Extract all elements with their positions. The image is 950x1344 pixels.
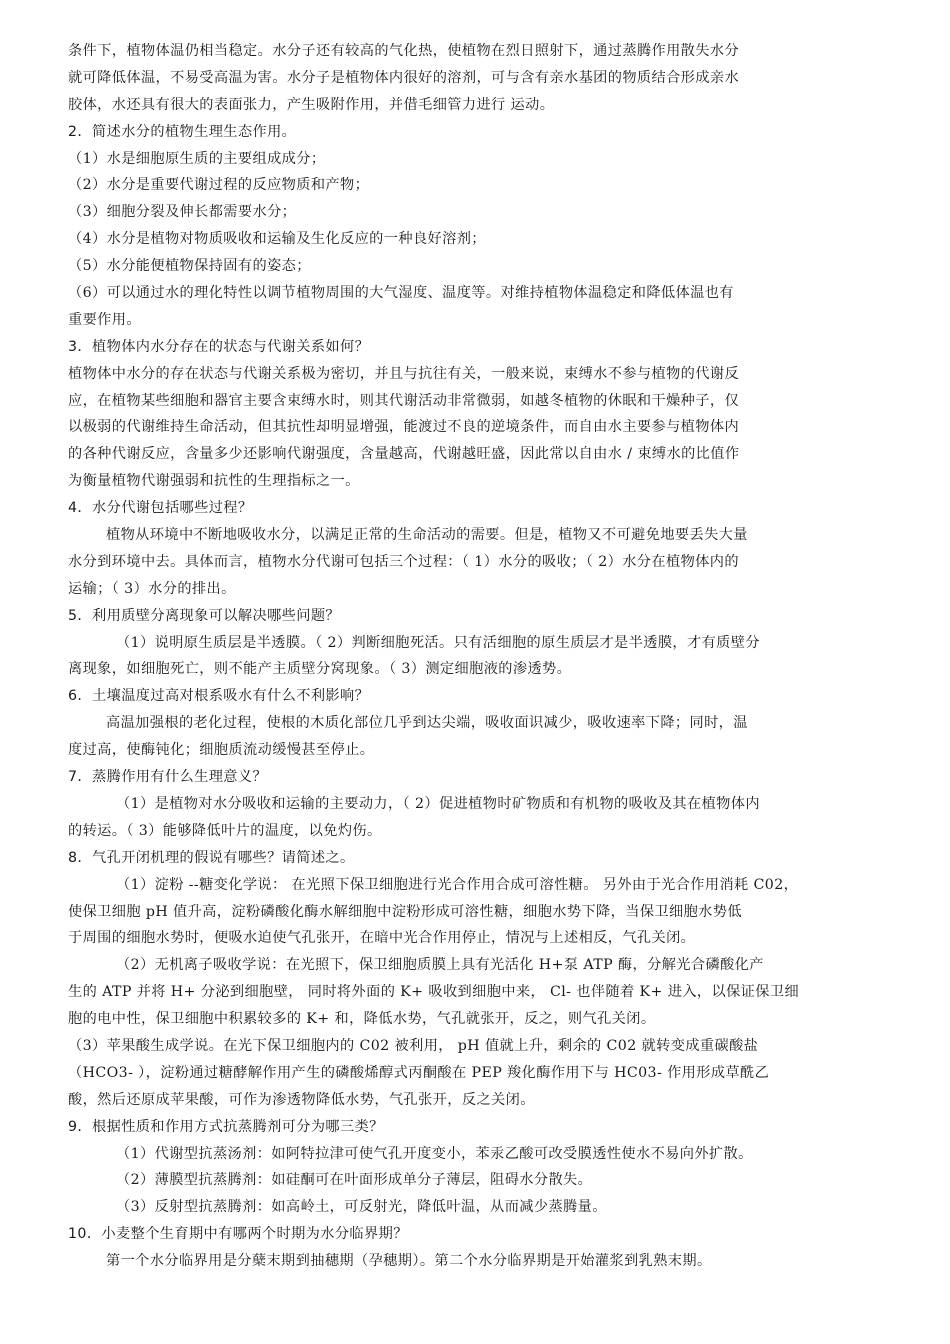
question-heading: 3．植物体内水分存在的状态与代谢关系如何？ bbox=[68, 338, 370, 355]
text-line: 胶体，水还具有很大的表面张力，产生吸附作用，并借毛细管力进行 运动。 bbox=[68, 96, 555, 113]
text-line: 生的 ATP 并将 H+ 分泌到细胞壁， 同时将外面的 K+ 吸收到细胞中来， Cl- 也伴随着 K+ 进入，以保证保卫细 bbox=[68, 984, 800, 1001]
text-line: （1）淀粉 --糖变化学说： 在光照下保卫细胞进行光合作用合成可溶性糖。 另外由于光合作用消耗 C02， bbox=[116, 876, 799, 893]
text-line: （2）无机离子吸收学说：在光照下，保卫细胞质膜上具有光活化 H+泵 ATP 酶，分解光合磷酸化产 bbox=[116, 957, 764, 974]
text-line: 植物从环境中不断地吸收水分，以满足正常的生命活动的需要。但是，植物又不可避免地要丢失大量 bbox=[106, 527, 748, 544]
document-page bbox=[68, 38, 898, 1275]
question-heading: 2．简述水分的植物生理生态作用。 bbox=[68, 123, 297, 140]
question-heading: 8．气孔开闭机理的假说有哪些？请简述之。 bbox=[68, 849, 355, 866]
text-line: 度过高，使酶钝化；细胞质流动缓慢甚至停止。 bbox=[68, 742, 375, 759]
text-line: 使保卫细胞 pH 值升高，淀粉磷酸化酶水解细胞中淀粉形成可溶性糖，细胞水势下降，当保卫细胞水势低 bbox=[68, 903, 742, 920]
text-line: （2）薄膜型抗蒸腾剂：如硅酮可在叶面形成单分子薄层，阻碍水分散失。 bbox=[116, 1172, 593, 1189]
text-line: 的转运。（ 3）能够降低叶片的温度，以免灼伤。 bbox=[68, 822, 382, 839]
text-line: 水分到环境中去。具体而言，植物水分代谢可包括三个过程：（ 1）水分的吸收；（ 2）水分在植物体内的 bbox=[68, 553, 739, 570]
question-heading: 9．根据性质和作用方式抗蒸腾剂可分为哪三类？ bbox=[68, 1118, 384, 1135]
text-line: 应，在植物某些细胞和器官主要含束缚水时，则其代谢活动非常微弱，如越冬植物的休眠和干燥种子，仅 bbox=[68, 392, 740, 409]
question-heading: 7．蒸腾作用有什么生理意义？ bbox=[68, 769, 268, 786]
text-line: 高温加强根的老化过程，使根的木质化部位几乎到达尖端，吸收面识减少，吸收速率下降；同时，温 bbox=[106, 715, 748, 732]
text-line: （5）水分能便植物保持固有的姿态； bbox=[68, 258, 311, 275]
question-heading: 4．水分代谢包括哪些过程？ bbox=[68, 500, 253, 517]
text-line: （1）水是细胞原生质的主要组成成分； bbox=[68, 150, 326, 167]
text-line: 于周围的细胞水势时，便吸水迫使气孔张开，在暗中光合作用停止，情况与上述相反，气孔关闭。 bbox=[68, 930, 696, 947]
text-line: 的各种代谢反应，含量多少还影响代谢强度，含量越高，代谢越旺盛，因此常以自由水 / 束缚水的比值作 bbox=[68, 446, 740, 463]
question-heading: 6．土壤温度过高对根系吸水有什么不利影响？ bbox=[68, 688, 370, 705]
question-heading: 5．利用质壁分离现象可以解决哪些问题？ bbox=[68, 607, 341, 624]
text-line: 胞的电中性，保卫细胞中积累较多的 K+ 和，降低水势，气孔就张开，反之，则气孔关闭。 bbox=[68, 1011, 656, 1028]
text-line: （3）反射型抗蒸腾剂：如高岭土，可反射光，降低叶温，从而减少蒸腾量。 bbox=[116, 1199, 607, 1216]
text-line: 重要作用。 bbox=[68, 311, 141, 328]
text-line: 条件下，植物体温仍相当稳定。水分子还有较高的气化热，使植物在烈日照射下，通过蒸腾作用散失水分 bbox=[68, 43, 740, 59]
text-line: （1）是植物对水分吸收和运输的主要动力，（ 2）促进植物时矿物质和有机物的吸收及其在植物体内 bbox=[116, 795, 760, 812]
question-heading: 10．小麦整个生育期中有哪两个时期为水分临界期？ bbox=[68, 1226, 408, 1243]
text-line: （HCO3- ），淀粉通过糖酵解作用产生的磷酸烯醇式丙酮酸在 PEP 羧化酶作用下与 HC03- 作用形成草酰乙 bbox=[68, 1064, 770, 1081]
text-line: 就可降低体温，不易受高温为害。水分子是植物体内很好的溶剂，可与含有亲水基团的物质结合形成亲水 bbox=[68, 69, 740, 86]
text-line: 为衡量植物代谢强弱和抗性的生理指标之一。 bbox=[68, 473, 360, 490]
text-line: 以极弱的代谢维持生命活动，但其抗性却明显增强，能渡过不良的逆境条件，而自由水主要参与植物体内 bbox=[68, 419, 740, 436]
text-line: （6）可以通过水的理化特性以调节植物周围的大气湿度、温度等。对维持植物体温稳定和降低体温也有 bbox=[68, 285, 734, 302]
text-line: （3）苹果酸生成学说。在光下保卫细胞内的 C02 被利用， pH 值就上升，剩余的 C02 就转变成重碳酸盐 bbox=[68, 1037, 759, 1054]
text-line: 第一个水分临界用是分蘖末期到抽穗期（孕穗期）。第二个水分临界期是开始灌浆到乳熟末期。 bbox=[106, 1253, 712, 1270]
text-line: 酸，然后还原成苹果酸，可作为渗透物降低水势，气孔张开，反之关闭。 bbox=[68, 1091, 535, 1108]
text-line: 植物体中水分的存在状态与代谢关系极为密切，并且与抗往有关，一般来说，束缚水不参与植物的代谢反 bbox=[68, 365, 740, 382]
text-line: （1）代谢型抗蒸汤剂：如阿特拉津可使气孔开度变小，苯汞乙酸可改受膜透性使水不易向外扩散。 bbox=[116, 1145, 753, 1162]
text-line: （1）说明原生质层是半透膜。（ 2）判断细胞死活。只有活细胞的原生质层才是半透膜，才有质壁分 bbox=[116, 634, 760, 651]
text-line: （4）水分是植物对物质吸收和运输及生化反应的一种良好溶剂； bbox=[68, 231, 486, 248]
text-line: （3）细胞分裂及伸长都需要水分； bbox=[68, 204, 297, 221]
text-line: 运输；（ 3）水分的排出。 bbox=[68, 580, 236, 597]
text-line: （2）水分是重要代谢过程的反应物质和产物； bbox=[68, 177, 370, 194]
text-line: 离现象，如细胞死亡，则不能产主质壁分窝现象。（ 3）测定细胞液的渗透势。 bbox=[68, 661, 572, 678]
